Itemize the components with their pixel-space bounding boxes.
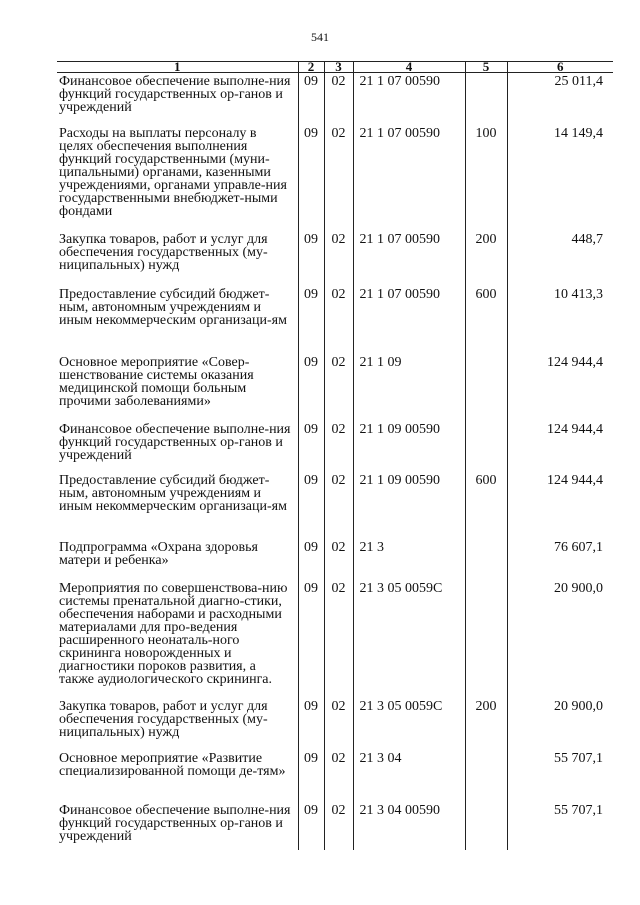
row-sum: 124 944,4 (507, 421, 613, 472)
table-row (57, 802, 613, 851)
page-number: 541 (311, 30, 329, 44)
header-col-5: 5 (465, 62, 507, 73)
row-subsection: 02 (324, 286, 353, 354)
table-row (57, 231, 613, 286)
row-section: 09 (298, 73, 324, 125)
row-subsection: 02 (324, 231, 353, 286)
row-target-code: 21 1 07 00590 (353, 286, 465, 354)
header-col-6: 6 (507, 62, 613, 73)
row-target-code: 21 3 (353, 539, 465, 580)
table-row (57, 698, 613, 750)
row-subsection: 02 (324, 472, 353, 539)
row-sum: 25 011,4 (507, 73, 613, 125)
row-subsection: 02 (324, 354, 353, 421)
row-expense-type: 600 (465, 286, 507, 354)
row-section: 09 (298, 354, 324, 421)
row-sum: 124 944,4 (507, 472, 613, 539)
row-section: 09 (298, 698, 324, 750)
row-sum: 55 707,1 (507, 750, 613, 802)
row-expense-type (465, 421, 507, 472)
row-expense-type: 100 (465, 125, 507, 231)
row-expense-type (465, 539, 507, 580)
row-section: 09 (298, 125, 324, 231)
table-row (57, 580, 613, 698)
header-col-4: 4 (353, 62, 465, 73)
row-sum: 20 900,0 (507, 580, 613, 698)
row-target-code: 21 1 09 00590 (353, 472, 465, 539)
row-subsection: 02 (324, 421, 353, 472)
row-expense-type (465, 354, 507, 421)
row-sum: 55 707,1 (507, 802, 613, 851)
row-subsection: 02 (324, 802, 353, 851)
row-expense-type: 200 (465, 231, 507, 286)
row-name: Финансовое обеспечение выполне-ния функций государственных ор-ганов и учреждений (59, 421, 291, 463)
row-name: Закупка товаров, работ и услуг для обеспечения государственных (му-ниципальных) нужд (59, 231, 268, 273)
row-expense-type: 200 (465, 698, 507, 750)
row-name: Закупка товаров, работ и услуг для обеспечения государственных (му-ниципальных) нужд (59, 698, 268, 740)
row-name: Предоставление субсидий бюджет-ным, автономным учреждениям и иным некоммерческим организаци-ям (59, 472, 287, 514)
row-section: 09 (298, 750, 324, 802)
row-name: Основное мероприятие «Совер-шенствование системы оказания медицинской помощи больным прочими заболеваниями» (59, 354, 254, 409)
row-subsection: 02 (324, 539, 353, 580)
row-target-code: 21 3 05 0059С (353, 698, 465, 750)
row-target-code: 21 1 07 00590 (353, 125, 465, 231)
header-col-3: 3 (324, 62, 353, 73)
row-name: Подпрограмма «Охрана здоровья матери и ребенка» (59, 539, 258, 568)
row-sum: 14 149,4 (507, 125, 613, 231)
header-col-2: 2 (298, 62, 324, 73)
row-target-code: 21 1 07 00590 (353, 73, 465, 125)
table-row (57, 750, 613, 802)
row-sum: 124 944,4 (507, 354, 613, 421)
table-row (57, 421, 613, 472)
row-name: Расходы на выплаты персоналу в целях обеспечения выполнения функций государственными (муни-ципальными) органами, казенными учреждениями, органами управле-ния государственными внебюджет-ными фондами (59, 125, 287, 219)
row-section: 09 (298, 421, 324, 472)
row-sum: 20 900,0 (507, 698, 613, 750)
row-target-code: 21 3 05 0059С (353, 580, 465, 698)
budget-table (57, 61, 613, 850)
table-row (57, 73, 613, 125)
row-section: 09 (298, 286, 324, 354)
row-target-code: 21 3 04 (353, 750, 465, 802)
row-target-code: 21 3 04 00590 (353, 802, 465, 851)
table-row (57, 354, 613, 421)
row-name: Предоставление субсидий бюджет-ным, автономным учреждениям и иным некоммерческим организаци-ям (59, 286, 287, 328)
row-expense-type (465, 802, 507, 851)
row-subsection: 02 (324, 73, 353, 125)
row-section: 09 (298, 580, 324, 698)
row-target-code: 21 1 09 00590 (353, 421, 465, 472)
header-col-1: 1 (57, 62, 298, 73)
row-section: 09 (298, 539, 324, 580)
row-expense-type (465, 73, 507, 125)
row-sum: 76 607,1 (507, 539, 613, 580)
row-expense-type: 600 (465, 472, 507, 539)
row-target-code: 21 1 07 00590 (353, 231, 465, 286)
header-row (57, 62, 613, 73)
row-section: 09 (298, 231, 324, 286)
row-subsection: 02 (324, 125, 353, 231)
row-expense-type (465, 750, 507, 802)
row-name: Мероприятия по совершенствова-нию системы пренатальной диагно-стики, обеспечения наборами и расходными материалами для про-ведения расширенного неонаталь-ного скрининга новорожденных и диагностики пороков развития, а также аудиологического скрининга. (59, 580, 288, 687)
row-target-code: 21 1 09 (353, 354, 465, 421)
row-name: Основное мероприятие «Развитие специализированной помощи де-тям» (59, 750, 286, 779)
row-section: 09 (298, 472, 324, 539)
row-name: Финансовое обеспечение выполне-ния функций государственных ор-ганов и учреждений (59, 74, 291, 115)
row-sum: 10 413,3 (507, 286, 613, 354)
row-name: Финансовое обеспечение выполне-ния функций государственных ор-ганов и учреждений (59, 802, 291, 844)
row-sum: 448,7 (507, 231, 613, 286)
row-subsection: 02 (324, 580, 353, 698)
table-row (57, 472, 613, 539)
row-expense-type (465, 580, 507, 698)
row-subsection: 02 (324, 698, 353, 750)
table-row (57, 539, 613, 580)
row-section: 09 (298, 802, 324, 851)
table-row (57, 286, 613, 354)
table-row (57, 125, 613, 231)
row-subsection: 02 (324, 750, 353, 802)
